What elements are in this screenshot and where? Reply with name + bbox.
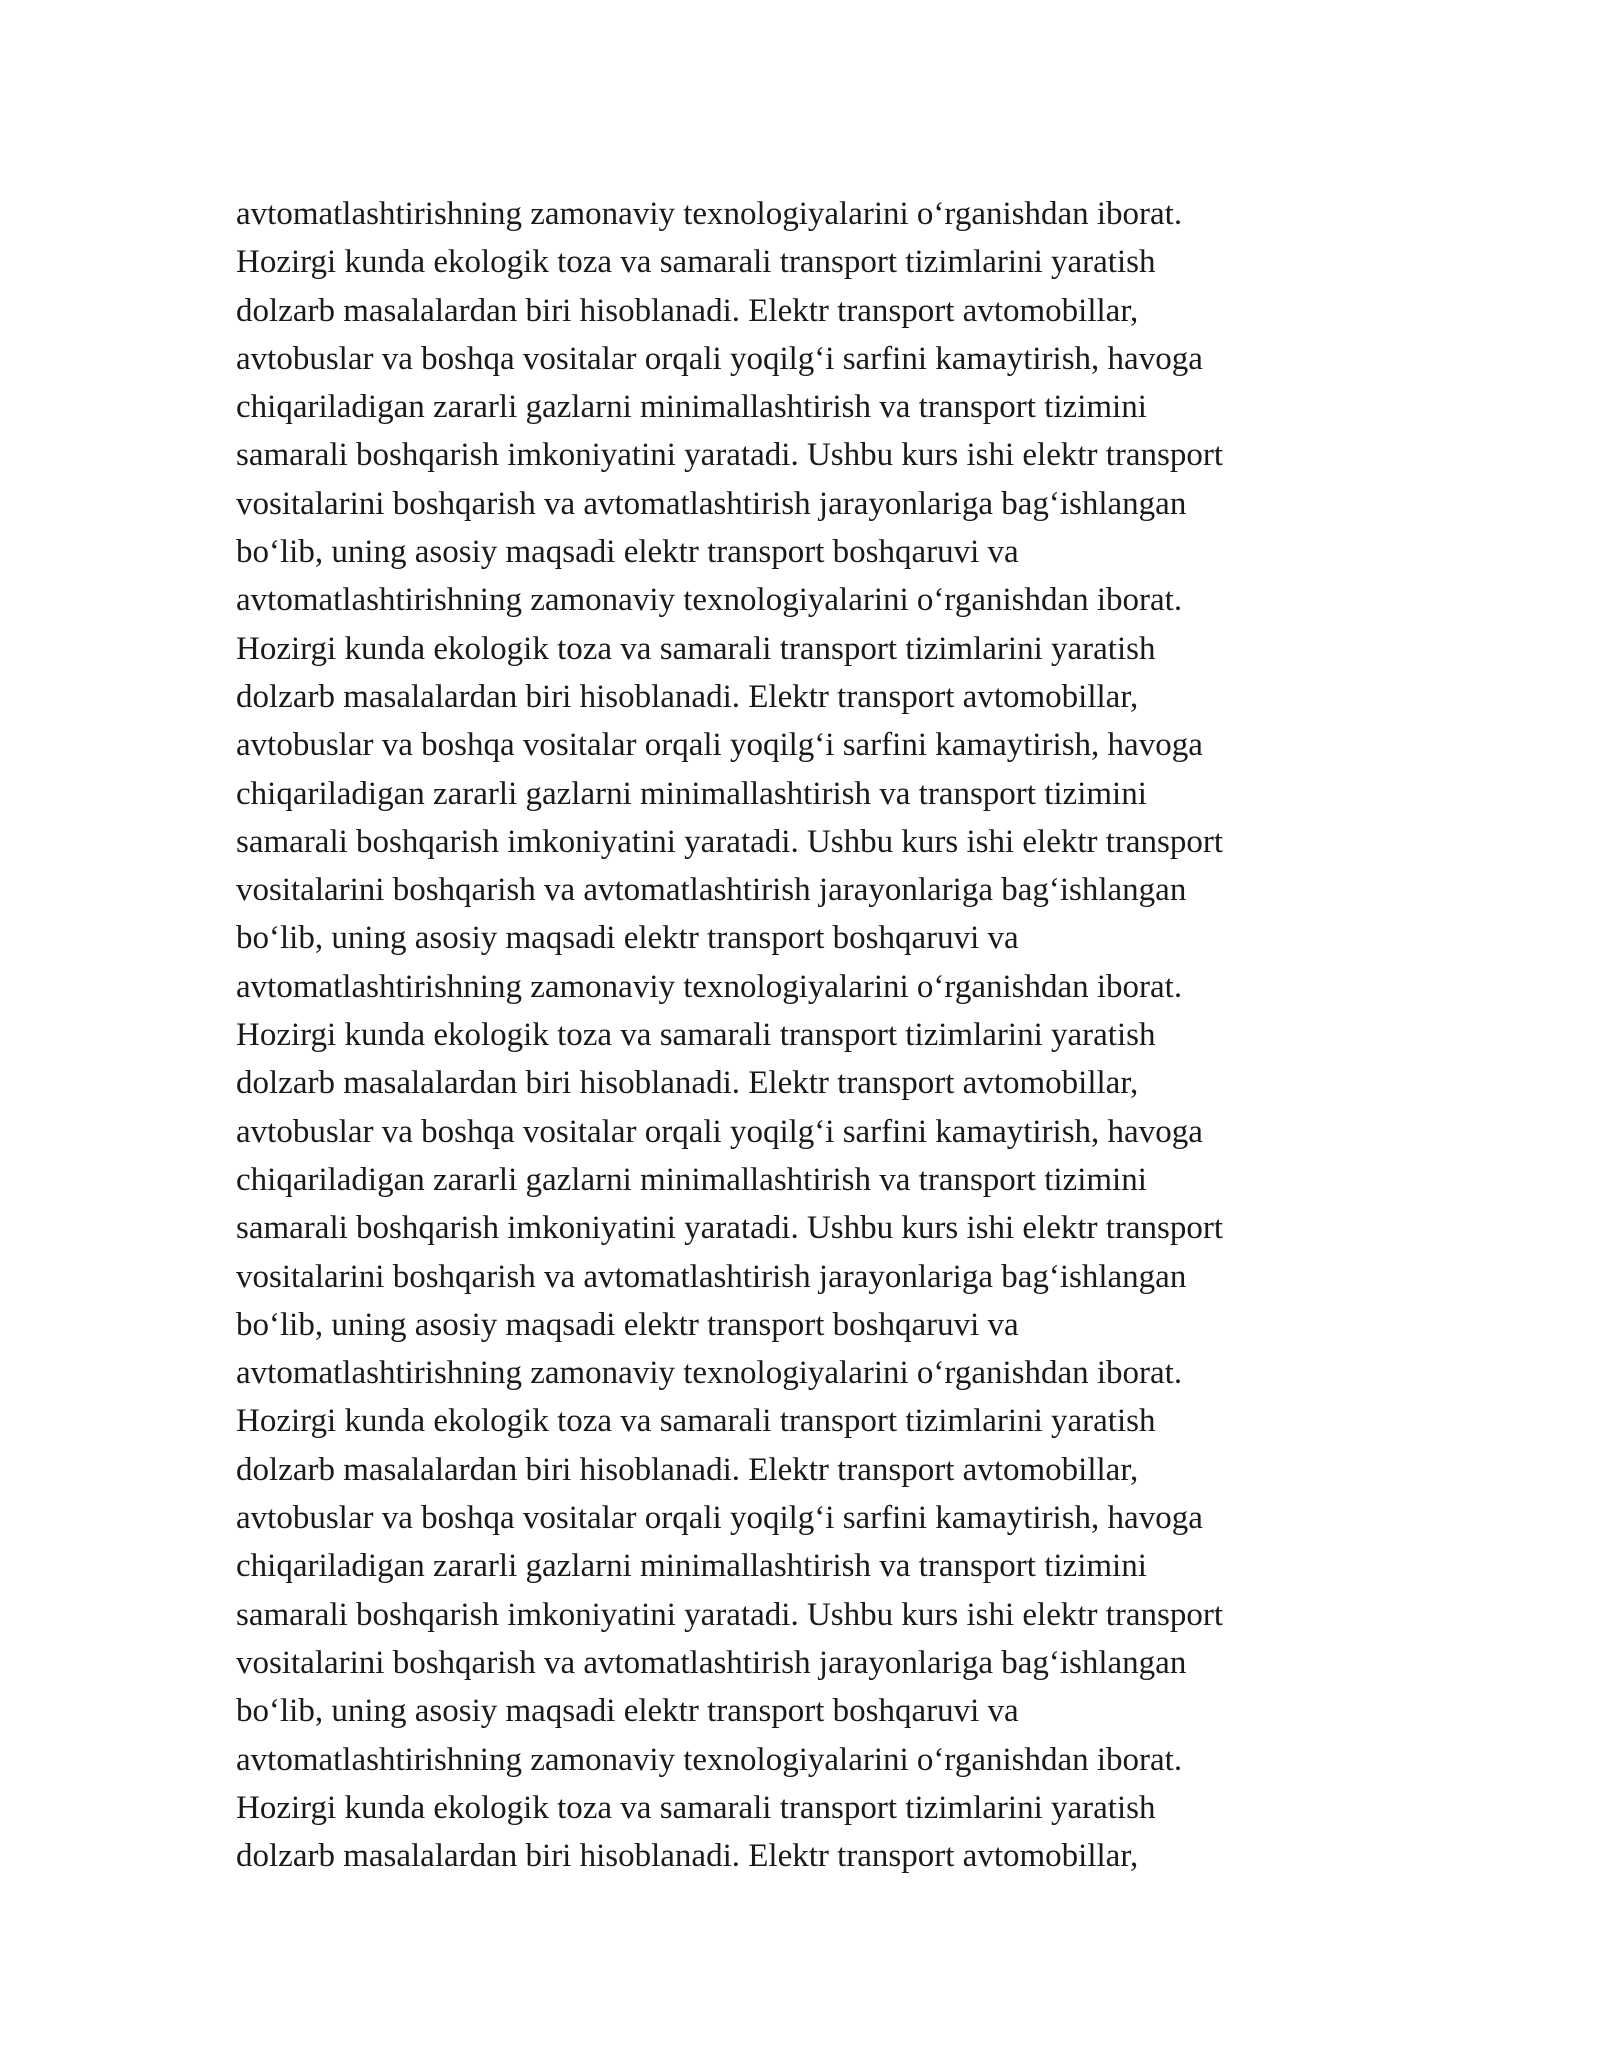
text-line: vositalarini boshqarish va avtomatlashtirish jarayonlariga bag‘ishlangan bbox=[236, 1644, 1187, 1681]
text-line: avtomatlashtirishning zamonaviy texnologiyalarini o‘rganishdan iborat. bbox=[236, 1355, 1183, 1392]
text-line: avtomatlashtirishning zamonaviy texnologiyalarini o‘rganishdan iborat. bbox=[236, 968, 1183, 1005]
text-line: vositalarini boshqarish va avtomatlashtirish jarayonlariga bag‘ishlangan bbox=[236, 485, 1187, 522]
text-line: dolzarb masalalardan biri hisoblanadi. Elektr transport avtomobillar, bbox=[236, 678, 1139, 715]
text-line: bo‘lib, uning asosiy maqsadi elektr transport boshqaruvi va bbox=[236, 920, 1019, 957]
text-line: avtobuslar va boshqa vositalar orqali yoqilg‘i sarfini kamaytirish, havoga bbox=[236, 727, 1203, 764]
text-line: avtobuslar va boshqa vositalar orqali yoqilg‘i sarfini kamaytirish, havoga bbox=[236, 1500, 1203, 1537]
text-line: Hozirgi kunda ekologik toza va samarali transport tizimlarini yaratish bbox=[236, 244, 1156, 281]
text-line: bo‘lib, uning asosiy maqsadi elektr transport boshqaruvi va bbox=[236, 534, 1019, 571]
text-line: dolzarb masalalardan biri hisoblanadi. Elektr transport avtomobillar, bbox=[236, 1451, 1139, 1488]
text-line: samarali boshqarish imkoniyatini yaratadi. Ushbu kurs ishi elektr transport bbox=[236, 1210, 1224, 1247]
text-line: chiqariladigan zararli gazlarni minimallashtirish va transport tizimini bbox=[236, 1161, 1147, 1198]
text-line: bo‘lib, uning asosiy maqsadi elektr transport boshqaruvi va bbox=[236, 1306, 1019, 1343]
text-line: Hozirgi kunda ekologik toza va samarali transport tizimlarini yaratish bbox=[236, 1403, 1156, 1440]
text-line: avtomatlashtirishning zamonaviy texnologiyalarini o‘rganishdan iborat. bbox=[236, 1741, 1183, 1778]
text-line: chiqariladigan zararli gazlarni minimallashtirish va transport tizimini bbox=[236, 389, 1147, 426]
body-text bbox=[236, 190, 1416, 1880]
text-line: avtomatlashtirishning zamonaviy texnologiyalarini o‘rganishdan iborat. bbox=[236, 196, 1183, 232]
text-line: vositalarini boshqarish va avtomatlashtirish jarayonlariga bag‘ishlangan bbox=[236, 1258, 1187, 1295]
text-line: dolzarb masalalardan biri hisoblanadi. Elektr transport avtomobillar, bbox=[236, 292, 1139, 329]
text-line: chiqariladigan zararli gazlarni minimallashtirish va transport tizimini bbox=[236, 1548, 1147, 1585]
text-line: Hozirgi kunda ekologik toza va samarali transport tizimlarini yaratish bbox=[236, 630, 1156, 667]
text-line: chiqariladigan zararli gazlarni minimallashtirish va transport tizimini bbox=[236, 775, 1147, 812]
text-line: bo‘lib, uning asosiy maqsadi elektr transport boshqaruvi va bbox=[236, 1693, 1019, 1730]
text-line: samarali boshqarish imkoniyatini yaratadi. Ushbu kurs ishi elektr transport bbox=[236, 823, 1224, 860]
text-line: Hozirgi kunda ekologik toza va samarali transport tizimlarini yaratish bbox=[236, 1017, 1156, 1054]
text-line: avtobuslar va boshqa vositalar orqali yoqilg‘i sarfini kamaytirish, havoga bbox=[236, 1113, 1203, 1150]
text-line: dolzarb masalalardan biri hisoblanadi. Elektr transport avtomobillar, bbox=[236, 1838, 1139, 1875]
text-line: samarali boshqarish imkoniyatini yaratadi. Ushbu kurs ishi elektr transport bbox=[236, 437, 1224, 474]
text-line: dolzarb masalalardan biri hisoblanadi. Elektr transport avtomobillar, bbox=[236, 1065, 1139, 1102]
text-line: Hozirgi kunda ekologik toza va samarali transport tizimlarini yaratish bbox=[236, 1789, 1156, 1826]
text-line: avtomatlashtirishning zamonaviy texnologiyalarini o‘rganishdan iborat. bbox=[236, 582, 1183, 619]
text-line: avtobuslar va boshqa vositalar orqali yoqilg‘i sarfini kamaytirish, havoga bbox=[236, 340, 1203, 377]
text-line: samarali boshqarish imkoniyatini yaratadi. Ushbu kurs ishi elektr transport bbox=[236, 1596, 1224, 1633]
text-line: vositalarini boshqarish va avtomatlashtirish jarayonlariga bag‘ishlangan bbox=[236, 872, 1187, 909]
